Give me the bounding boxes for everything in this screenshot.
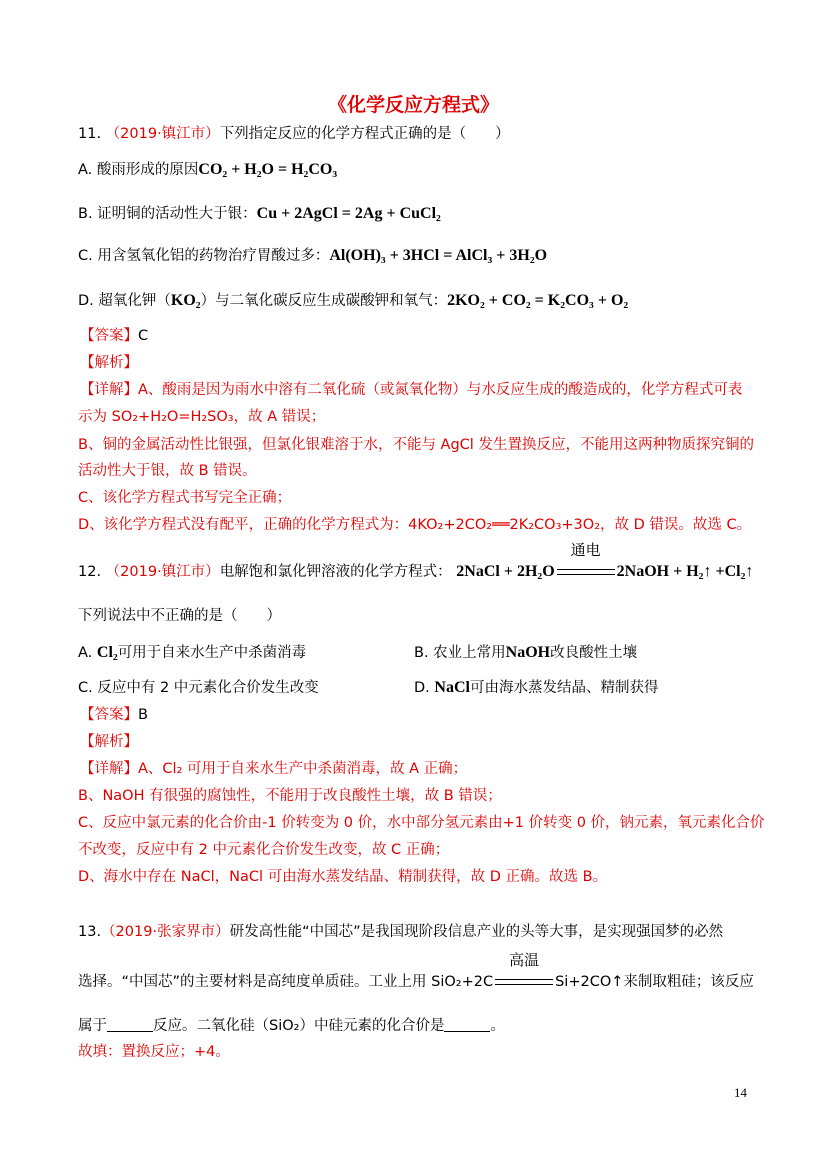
q12-detail-line-4: 不改变，反应中有 2 中元素化合价发生改变，故 C 正确； [78, 842, 450, 858]
q11-detail-line-3: B、铜的金属活动性比银强，但氯化银难溶于水，不能与 AgCl 发生置换反应，不能用这两种物质探究铜的 [78, 437, 754, 453]
q12-answer: 【答案】B [80, 707, 148, 723]
q11-stem-text: 下列指定反应的化学方程式正确的是（ ） [219, 126, 510, 142]
q13-line-3: 属于 反应。二氧化硅（SiO₂）中硅元素的化合价是 。 [78, 1018, 505, 1034]
q12-option-d: D. NaCl可由海水蒸发结晶、精制获得 [414, 679, 659, 696]
q13-reaction-condition: 高温 [509, 951, 540, 969]
q11-option-c-equation: Al(OH)₃ + 3HCl = AlCl₃ + 3H₂O [329, 247, 548, 264]
q12-option-a: A. Cl₂可用于自来水生产中杀菌消毒 [78, 644, 307, 661]
q11-option-b: B. 证明铜的活动性大于银：Cu + 2AgCl = 2Ag + CuCl₂ [78, 205, 441, 222]
q13-source: （2019·张家界市） [101, 924, 230, 940]
q12-source: （2019·镇江市） [105, 564, 220, 580]
page-number: 14 [734, 1085, 747, 1100]
q13-number: 13. [78, 924, 102, 940]
q12-reaction-condition: 通电 [570, 541, 601, 559]
answer-blank-2 [444, 1017, 490, 1032]
q11-stem [78, 124, 510, 144]
q12-number: 12. [78, 564, 102, 580]
q12-equation-right: 2NaOH + H₂↑ +Cl₂↑ [616, 563, 754, 580]
q11-option-d: D. 超氧化钾（KO₂）与二氧化碳反应生成碳酸钾和氧气：2KO₂ + CO₂ = K₂CO₃ + O₂ [78, 292, 629, 309]
q11-detail-line-2: 示为 SO₂+H₂O=H₂SO₃，故 A 错误； [78, 409, 326, 425]
q12-reaction-arrow [557, 541, 615, 582]
q11-analysis-tag: 【解析】 [80, 355, 138, 371]
q12-detail-line-2: B、NaOH 有很强的腐蚀性，不能用于改良酸性土壤，故 B 错误； [78, 788, 502, 804]
answer-blank-1 [107, 1017, 153, 1032]
q12-detail-line-5: D、海水中存在 NaCl，NaCl 可由海水蒸发结晶、精制获得，故 D 正确。故选 B。 [78, 869, 608, 885]
q11-detail-line-6: D、该化学方程式没有配平，正确的化学方程式为：4KO₂+2CO₂══2K₂CO₃+3O₂，故 D 错误。故选 C。 [78, 517, 752, 533]
q13-stem: 13.（2019·张家界市）研发高性能“中国芯”是我国现阶段信息产业的头等大事，是实现强国梦的必然 [78, 924, 724, 940]
q12-option-b: B. 农业上常用NaOH改良酸性土壤 [414, 644, 638, 661]
q11-option-d-equation: 2KO₂ + CO₂ = K₂CO₃ + O₂ [447, 292, 629, 309]
q11-option-a-equation: CO₂ + H₂O = H₂CO₃ [198, 161, 338, 178]
q12-stem: 12. （2019·镇江市）电解饱和氯化钾溶液的化学方程式： 2NaCl + 2H₂O 通电 2NaOH + H₂↑ +Cl₂↑ [78, 541, 754, 580]
q11-option-b-equation: Cu + 2AgCl = 2Ag + CuCl₂ [256, 205, 441, 222]
q13-line-2: 选择。“中国芯”的主要材料是高纯度单质硅。工业上用 SiO₂+2C 高温 Si+2CO↑来制取粗硅；该反应 [78, 951, 754, 990]
q11-detail-line-1: 【详解】A、酸雨是因为雨水中溶有二氧化硫（或氮氧化物）与水反应生成的酸造成的，化学方程式可表 [80, 382, 743, 398]
q13-reaction-arrow [495, 951, 553, 992]
page-title: 《化学反应方程式》 [327, 94, 499, 116]
q11-answer: 【答案】C [80, 328, 149, 344]
q12-stem-2: 下列说法中不正确的是（ ） [78, 608, 281, 624]
q12-analysis-tag: 【解析】 [80, 734, 138, 750]
q12-detail-line-1: 【详解】A、Cl₂ 可用于自来水生产中杀菌消毒，故 A 正确； [80, 761, 468, 777]
q11-detail-line-5: C、该化学方程式书写完全正确； [78, 490, 292, 506]
q12-option-c: C. 反应中有 2 中元素化合价发生改变 [78, 680, 319, 696]
q12-equation-left: 2NaCl + 2H₂O [456, 563, 555, 580]
q11-detail-line-4: 活动性大于银，故 B 错误。 [78, 463, 257, 479]
q13-answer: 故填：置换反应；+4。 [78, 1044, 230, 1060]
q11-number: 11. [78, 126, 102, 142]
q11-option-a: A. 酸雨形成的原因CO₂ + H₂O = H₂CO₃ [78, 161, 338, 178]
q11-option-c: C. 用含氢氧化铝的药物治疗胃酸过多：Al(OH)₃ + 3HCl = AlCl₃ + 3H₂O [78, 247, 548, 264]
q12-detail-line-3: C、反应中氯元素的化合价由-1 价转变为 0 价，水中部分氢元素由+1 价转变 0 价，钠元素，氧元素化合价 [78, 815, 765, 831]
q11-source: （2019·镇江市） [105, 126, 220, 142]
